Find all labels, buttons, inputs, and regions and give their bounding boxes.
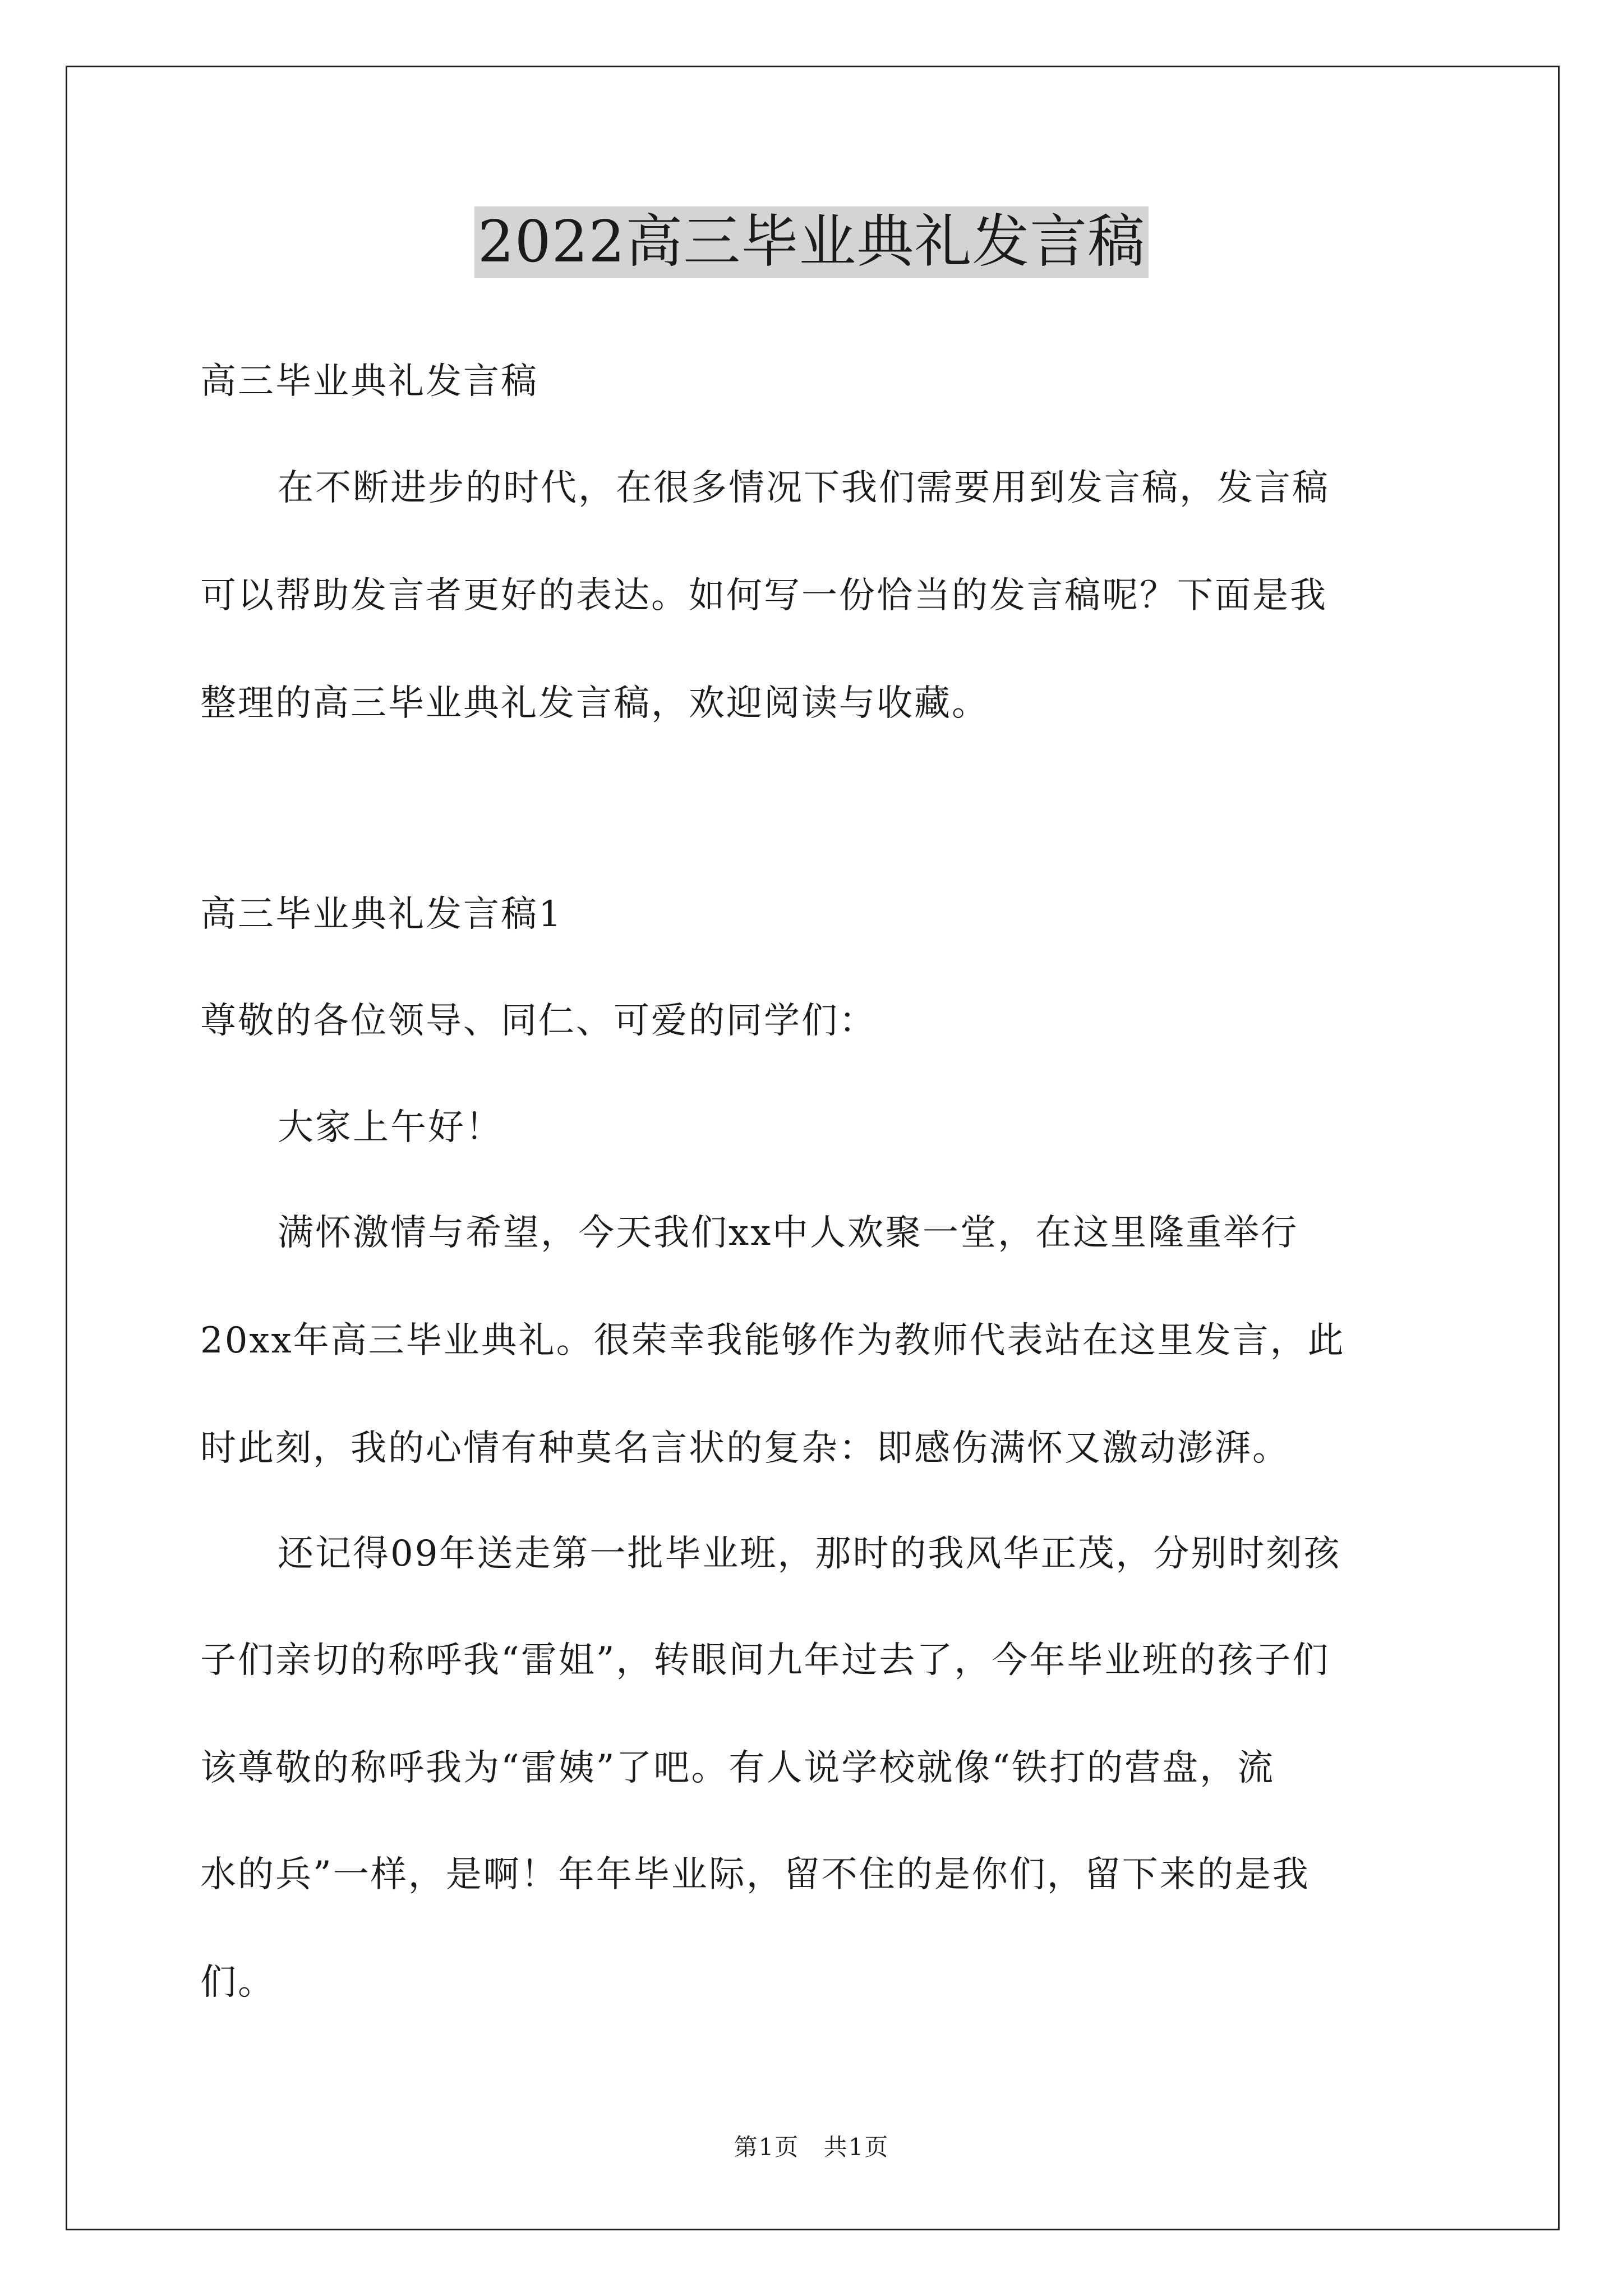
section-heading: 高三毕业典礼发言稿1	[200, 894, 563, 935]
page-number-total: 共1页	[823, 2133, 889, 2161]
paragraph-line: 们。	[200, 1962, 275, 2003]
intro-line: 可以帮助发言者更好的表达。如何写一份恰当的发言稿呢？下面是我	[200, 575, 1327, 616]
paragraph-line: 20xx年高三毕业典礼。很荣幸我能够作为教师代表站在这里发言，此	[200, 1320, 1345, 1361]
intro-line: 在不断进步的时代，在很多情况下我们需要用到发言稿，发言稿	[278, 467, 1330, 509]
intro-line: 整理的高三毕业典礼发言稿，欢迎阅读与收藏。	[200, 683, 989, 724]
title-wrap	[0, 206, 1623, 278]
page-footer	[0, 2132, 1623, 2163]
page-number-current: 第1页	[734, 2133, 800, 2161]
paragraph-line: 满怀激情与希望，今天我们xx中人欢聚一堂，在这里隆重举行	[278, 1212, 1299, 1254]
greeting: 大家上午好！	[278, 1107, 503, 1148]
paragraph-line: 水的兵”一样，是啊！年年毕业际，留不住的是你们，留下来的是我	[200, 1854, 1310, 1895]
salutation: 尊敬的各位领导、同仁、可爱的同学们：	[200, 1000, 877, 1042]
paragraph-line: 子们亲切的称呼我“雷姐”，转眼间九年过去了，今年毕业班的孩子们	[200, 1640, 1330, 1681]
subtitle: 高三毕业典礼发言稿	[200, 361, 538, 402]
paragraph-line: 时此刻，我的心情有种莫名言状的复杂：即感伤满怀又激动澎湃。	[200, 1428, 1290, 1469]
paragraph-line: 还记得09年送走第一批毕业班，那时的我风华正茂，分别时刻孩	[278, 1533, 1341, 1575]
paragraph-line: 该尊敬的称呼我为“雷姨”了吧。有人说学校就像“铁打的营盘，流	[200, 1747, 1275, 1789]
document-title: 2022高三毕业典礼发言稿	[474, 206, 1149, 278]
